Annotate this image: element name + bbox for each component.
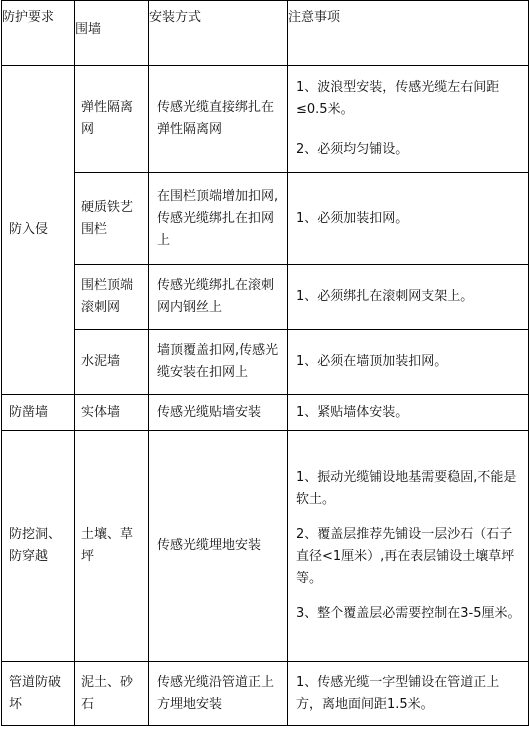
install-cell: 传感光缆绑扎在滚刺网内钢丝上 <box>149 265 288 330</box>
note-item: 1、必须绑扎在滚刺网支架上。 <box>296 289 474 304</box>
notes-cell <box>288 265 529 330</box>
note-item: 1、波浪型安装，传感光缆左右间距≤0.5米。 <box>296 80 500 117</box>
notes-cell <box>288 662 529 726</box>
install-cell: 传感光缆贴墙安装 <box>149 395 288 431</box>
fence-cell: 硬质铁艺围栏 <box>75 173 149 265</box>
header-notes: 注意事项 <box>288 1 529 66</box>
table-row <box>2 330 529 395</box>
table-row <box>2 265 529 330</box>
note-item: 2、覆盖层推荐先铺设一层沙石（石子直径<1厘米）,再在表层铺设土壤草坪等。 <box>296 527 515 586</box>
fence-cell: 水泥墙 <box>75 330 149 395</box>
notes-cell <box>288 66 529 173</box>
group-label-climb: 防凿墙 <box>2 395 75 431</box>
header-row <box>2 1 529 66</box>
note-item: 1、振动光缆铺设地基需要稳固,不能是软土。 <box>296 470 517 507</box>
notes-cell <box>288 395 529 431</box>
header-fence: 围墙 <box>75 1 149 66</box>
notes-cell <box>288 173 529 265</box>
fence-cell: 弹性隔离网 <box>75 66 149 173</box>
install-cell: 传感光缆沿管道正上方埋地安装 <box>149 662 288 726</box>
fence-cell: 土壤、草坪 <box>75 431 149 662</box>
note-item: 1、必须在墙顶加装扣网。 <box>296 354 448 369</box>
fence-cell: 泥土、砂石 <box>75 662 149 726</box>
fence-cell: 实体墙 <box>75 395 149 431</box>
notes-cell <box>288 330 529 395</box>
install-cell: 墙顶覆盖扣网,传感光缆安装在扣网上 <box>149 330 288 395</box>
note-item: 1、传感光缆一字型铺设在管道正上方，离地面间距1.5米。 <box>296 674 500 712</box>
group-label-dig: 防挖洞、防穿越 <box>2 431 75 662</box>
note-item: 1、必须加装扣网。 <box>296 210 409 226</box>
spec-table <box>1 0 529 726</box>
notes-cell <box>288 431 529 662</box>
install-cell: 在围栏顶端增加扣网,传感光缆绑扎在扣网上 <box>149 173 288 265</box>
table-row <box>2 66 529 173</box>
header-install: 安装方式 <box>149 1 288 66</box>
table-row <box>2 662 529 726</box>
note-item: 2、必须均匀铺设。 <box>296 142 409 157</box>
fence-cell: 围栏顶端滚刺网 <box>75 265 149 330</box>
group-label-pipe: 管道防破坏 <box>2 662 75 726</box>
note-item: 3、整个覆盖层必需要控制在3-5厘米。 <box>296 606 521 621</box>
table-row <box>2 173 529 265</box>
note-item: 1、紧贴墙体安装。 <box>296 404 409 420</box>
table-row <box>2 395 529 431</box>
install-cell: 传感光缆埋地安装 <box>149 431 288 662</box>
install-cell: 传感光缆直接绑扎在弹性隔离网 <box>149 66 288 173</box>
header-protect: 防护要求 <box>2 1 75 66</box>
group-label-intrusion: 防入侵 <box>2 66 75 395</box>
table-row <box>2 431 529 662</box>
